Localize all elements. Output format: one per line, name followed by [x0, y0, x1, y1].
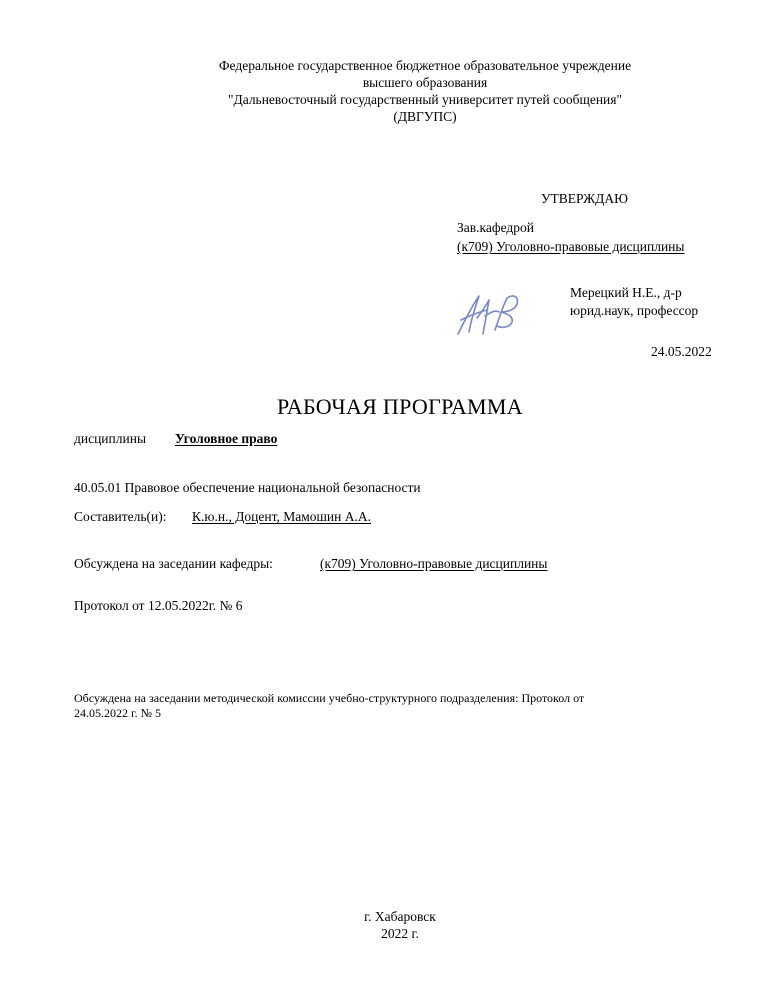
commission-line-2: 24.05.2022 г. № 5 — [74, 706, 162, 720]
commission-text — [74, 691, 584, 721]
signature-image — [455, 290, 525, 338]
header-line-1: Федеральное государственное бюджетное образовательное учреждение — [218, 58, 632, 73]
discussed-label: Обсуждена на заседании кафедры: — [74, 556, 273, 571]
header-line-3: "Дальневосточный государственный университет путей сообщения" — [227, 92, 623, 107]
document-title: РАБОЧАЯ ПРОГРАММА — [277, 394, 523, 419]
footer-year: 2022 г. — [381, 926, 419, 941]
footer — [0, 908, 768, 942]
approver-degree: юрид.наук, профессор — [570, 303, 699, 318]
specialty: 40.05.01 Правовое обеспечение национальной безопасности — [74, 480, 421, 495]
discipline-label: дисциплины — [74, 431, 147, 446]
header-line-4: (ДВГУПС) — [393, 109, 457, 124]
discussed-value: (к709) Уголовно-правовые дисциплины — [320, 556, 548, 571]
institution-header — [0, 57, 768, 125]
approval-department: (к709) Уголовно-правовые дисциплины — [457, 239, 685, 254]
header-line-2: высшего образования — [362, 75, 488, 90]
protocol: Протокол от 12.05.2022г. № 6 — [74, 598, 243, 613]
author-value: К.ю.н., Доцент, Мамошин А.А. — [192, 509, 371, 524]
footer-city: г. Хабаровск — [364, 909, 436, 924]
approval-date: 24.05.2022 — [651, 344, 712, 359]
discipline-value: Уголовное право — [175, 431, 278, 446]
commission-line-1: Обсуждена на заседании методической комиссии учебно-структурного подразделения: Протокол от — [74, 691, 585, 705]
author-label: Составитель(и): — [74, 509, 167, 524]
approver-name: Мерецкий Н.Е., д-р — [570, 285, 682, 300]
approval-position: Зав.кафедрой — [457, 220, 535, 235]
approval-heading: УТВЕРЖДАЮ — [541, 191, 629, 206]
